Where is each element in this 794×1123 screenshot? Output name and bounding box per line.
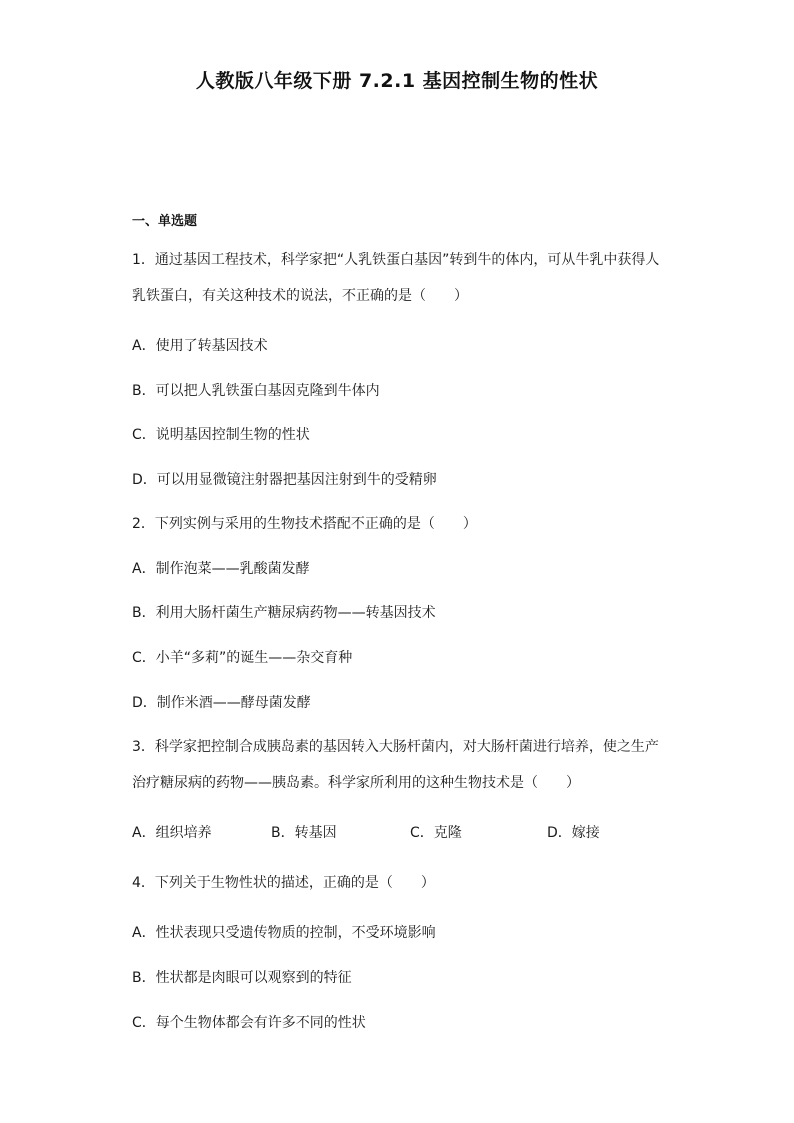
question-2-option-a: A．制作泡菜——乳酸菌发酵 — [132, 561, 310, 577]
question-3-stem-line-1: 3．科学家把控制合成胰岛素的基因转入大肠杆菌内，对大肠杆菌进行培养，使之生产 — [132, 739, 659, 755]
question-4-stem: 4．下列关于生物性状的描述，正确的是（ ） — [132, 875, 435, 891]
question-3-stem-line-2: 治疗糖尿病的药物——胰岛素。科学家所利用的这种生物技术是（ ） — [132, 775, 580, 791]
question-2-stem: 2．下列实例与采用的生物技术搭配不正确的是（ ） — [132, 516, 477, 532]
page-title: 人教版八年级下册 7.2.1 基因控制生物的性状 — [195, 70, 599, 92]
question-3-options — [132, 823, 672, 843]
question-3-option-c: C．克隆 — [410, 825, 462, 841]
question-1-option-c: C．说明基因控制生物的性状 — [132, 427, 310, 443]
question-3-option-b: B．转基因 — [271, 825, 337, 841]
question-2-option-d: D．制作米酒——酵母菌发酵 — [132, 695, 311, 711]
question-1-option-b: B．可以把人乳铁蛋白基因克隆到牛体内 — [132, 383, 380, 399]
question-4-option-a: A．性状表现只受遗传物质的控制，不受环境影响 — [132, 925, 436, 941]
question-3-option-d: D．嫁接 — [547, 825, 600, 841]
question-2-option-b: B．利用大肠杆菌生产糖尿病药物——转基因技术 — [132, 605, 436, 621]
question-4-option-c: C．每个生物体都会有许多不同的性状 — [132, 1015, 366, 1031]
question-2-option-c: C．小羊“多莉”的诞生——杂交育种 — [132, 650, 353, 666]
question-1-stem-line-2: 乳铁蛋白，有关这种技术的说法，不正确的是（ ） — [132, 288, 468, 304]
question-1-option-d: D．可以用显微镜注射器把基因注射到牛的受精卵 — [132, 472, 437, 488]
question-1-option-a: A．使用了转基因技术 — [132, 338, 268, 354]
section-heading: 一、单选题 — [132, 214, 198, 229]
question-3-option-a: A．组织培养 — [132, 825, 212, 841]
question-1-stem-line-1: 1．通过基因工程技术，科学家把“人乳铁蛋白基因”转到牛的体内，可从牛乳中获得人 — [132, 252, 660, 268]
question-4-option-b: B．性状都是肉眼可以观察到的特征 — [132, 970, 352, 986]
